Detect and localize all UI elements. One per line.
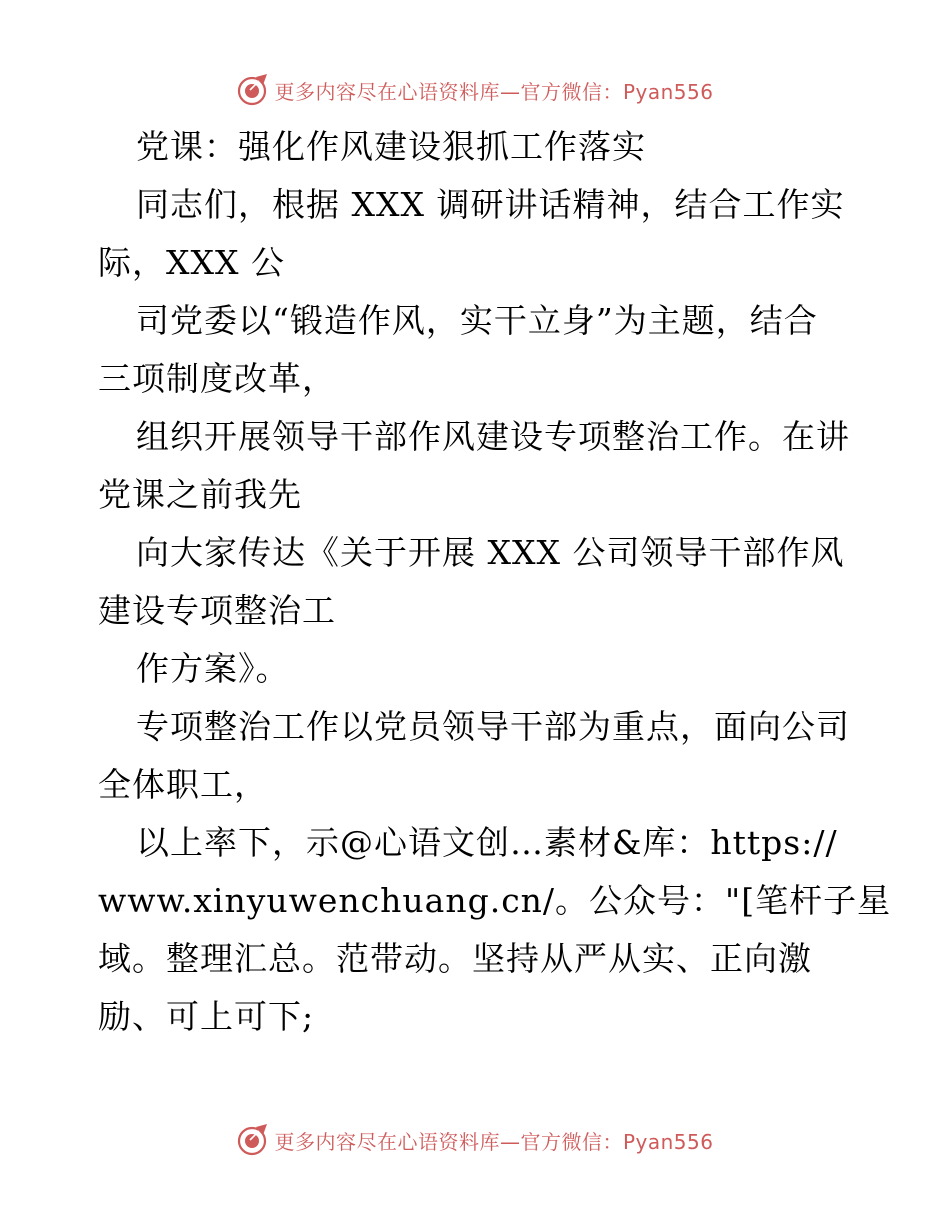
document-line: 励、可上可下; — [98, 997, 315, 1036]
document-line: 作方案》。 — [136, 649, 290, 688]
document-line: 以上率下，示@心语文创…素材&库：https:// — [136, 823, 838, 862]
document-line: www.xinyuwenchuang.cn/。公众号："[笔杆子星 — [98, 881, 892, 920]
document-body — [98, 118, 892, 1046]
watermark-text: 更多内容尽在心语资料库—官方微信：Pyan556 — [274, 1129, 714, 1154]
document-line: 司党委以“锻造作风，实干立身”为主题，结合 — [136, 301, 818, 340]
document-line: 党课：强化作风建设狠抓工作落实 — [136, 127, 646, 166]
document-line: 组织开展领导干部作风建设专项整治工作。在讲 — [136, 417, 850, 456]
document-line: 向大家传达《关于开展 XXX 公司领导干部作风 — [136, 533, 845, 572]
document-line: 建设专项整治工 — [98, 591, 336, 630]
seal-pen-icon — [236, 1123, 270, 1157]
document-line: 际，XXX 公 — [98, 243, 285, 282]
seal-pen-icon — [236, 73, 270, 107]
document-line: 全体职工， — [98, 765, 268, 804]
watermark-header — [0, 70, 950, 110]
watermark-text: 更多内容尽在心语资料库—官方微信：Pyan556 — [274, 79, 714, 104]
document-line: 党课之前我先 — [98, 475, 302, 514]
document-line: 域。整理汇总。范带动。坚持从严从实、正向激 — [98, 939, 812, 978]
watermark-footer — [0, 1120, 950, 1160]
document-line: 专项整治工作以党员领导干部为重点，面向公司 — [136, 707, 850, 746]
document-line: 同志们，根据 XXX 调研讲话精神，结合工作实 — [136, 185, 845, 224]
document-line: 三项制度改革， — [98, 359, 336, 398]
